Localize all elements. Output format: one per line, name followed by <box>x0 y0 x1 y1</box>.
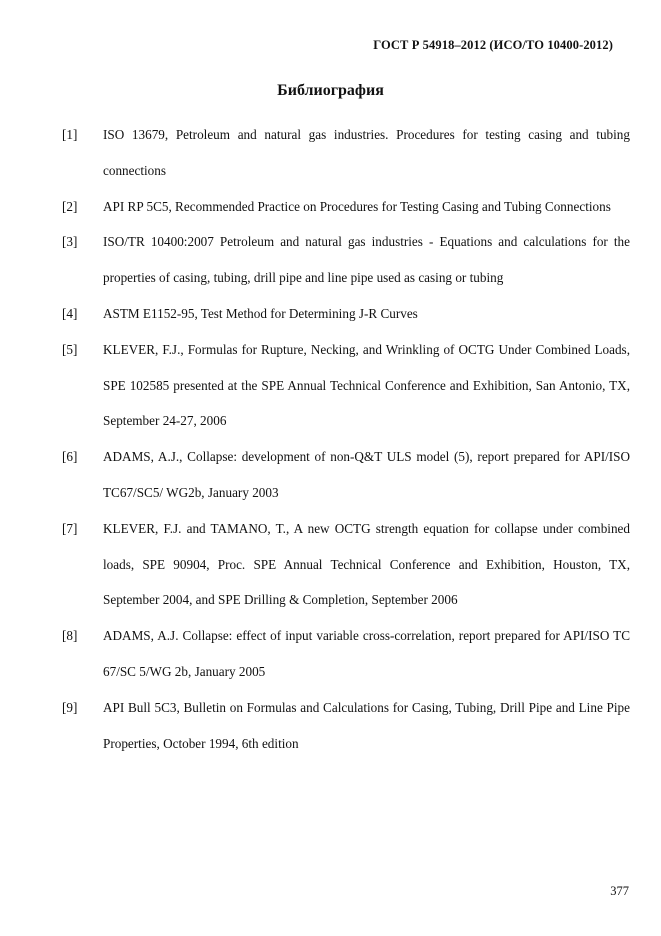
bibliography-item <box>62 439 630 511</box>
reference-text: ADAMS, A.J., Collapse: development of non-Q&T ULS model (5), report prepared for API/ISO TC67/SC5/ WG2b, January 2003 <box>103 449 630 500</box>
bibliography-item <box>62 690 630 762</box>
reference-number: [1] <box>62 127 78 142</box>
reference-text: API RP 5C5, Recommended Practice on Procedures for Testing Casing and Tubing Connections <box>103 198 611 214</box>
reference-text: ISO 13679, Petroleum and natural gas industries. Procedures for testing casing and tubing connections <box>103 127 630 178</box>
bibliography-item <box>62 511 630 618</box>
bibliography-item <box>62 618 630 690</box>
reference-text: KLEVER, F.J., Formulas for Rupture, Necking, and Wrinkling of OCTG Under Combined Loads, SPE 102585 presented at the SPE Annual Technical Conference and Exhibition, San Antonio, TX, September 24-27, 2006 <box>103 341 630 429</box>
reference-number: [2] <box>62 198 78 214</box>
reference-text: API Bull 5C3, Bulletin on Formulas and Calculations for Casing, Tubing, Drill Pipe and Line Pipe Properties, October 1994, 6th edition <box>103 699 630 751</box>
reference-text: ISO/TR 10400:2007 Petroleum and natural gas industries - Equations and calculations for the properties of casing, tubing, drill pipe and line pipe used as casing or tubing <box>103 234 630 286</box>
page-number: 377 <box>610 884 629 898</box>
reference-text: ADAMS, A.J. Collapse: effect of input variable cross-correlation, report prepared for API/ISO TC 67/SC 5/WG 2b, January 2005 <box>103 628 630 679</box>
reference-text: ASTM E1152-95, Test Method for Determining J-R Curves <box>103 305 418 321</box>
reference-number: [3] <box>62 234 78 250</box>
document-standard-header: ГОСТ Р 54918–2012 (ИСО/ТО 10400-2012) <box>373 38 613 52</box>
page-title: Библиография <box>277 82 384 99</box>
reference-number: [7] <box>62 520 78 536</box>
bibliography-item <box>62 332 630 439</box>
reference-number: [9] <box>62 699 78 715</box>
bibliography-item <box>62 117 630 189</box>
bibliography-item <box>62 296 630 332</box>
bibliography-item <box>62 224 630 296</box>
bibliography-item <box>62 189 630 225</box>
reference-text: KLEVER, F.J. and TAMANO, T., A new OCTG strength equation for collapse under combined loads, SPE 90904, Proc. SPE Annual Technical Conference and Exhibition, Houston, TX, September 2004, and SPE Drilling & Completion, September 2006 <box>103 520 630 608</box>
reference-number: [6] <box>62 449 78 465</box>
reference-number: [8] <box>62 628 78 644</box>
reference-number: [4] <box>62 305 78 321</box>
reference-number: [5] <box>62 341 78 357</box>
bibliography-list <box>62 117 630 761</box>
